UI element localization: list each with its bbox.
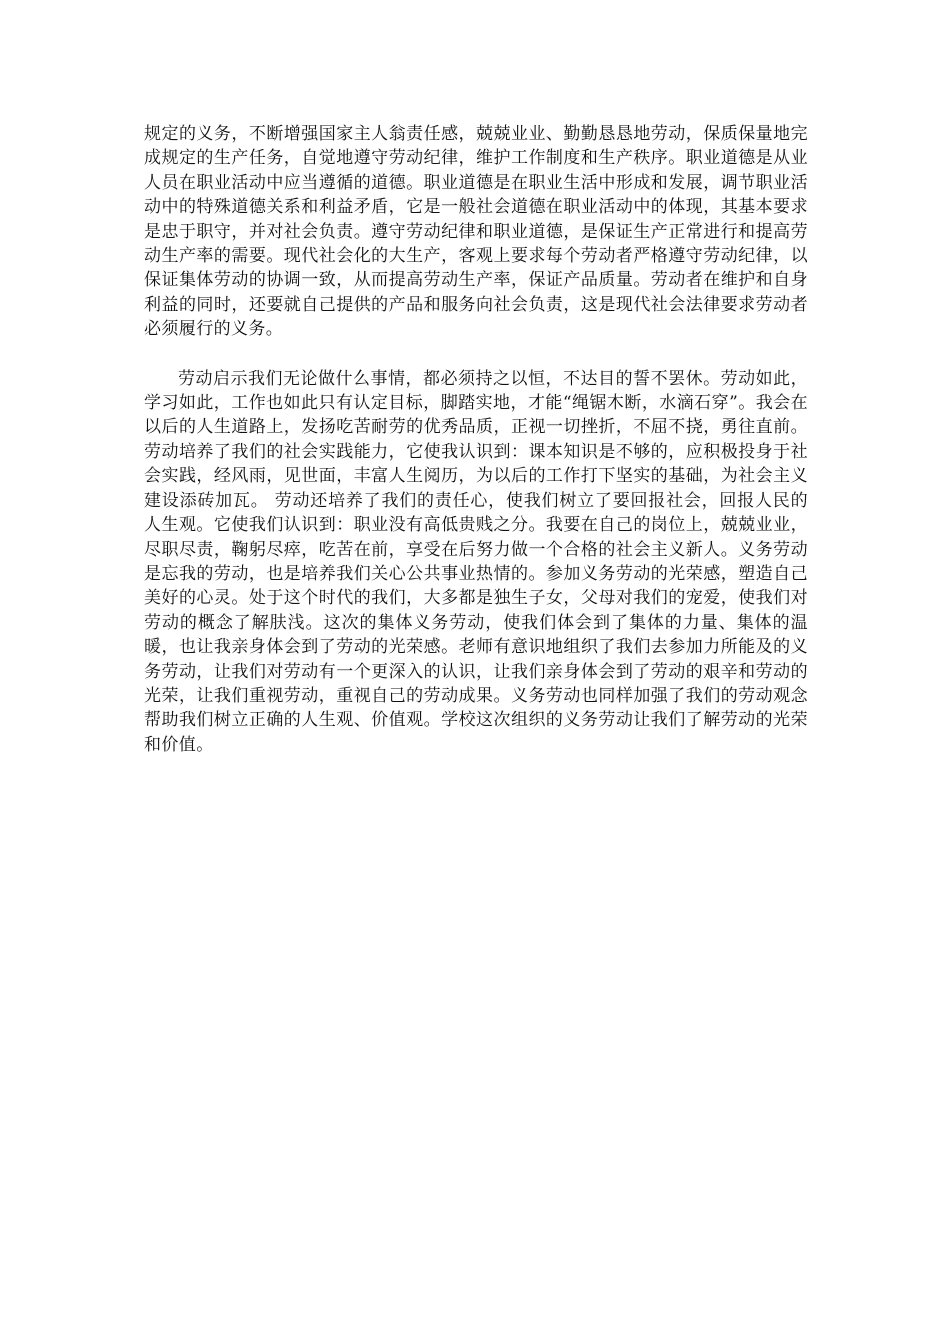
document-body [144, 122, 808, 757]
paragraph-duties-and-ethics: 规定的义务，不断增强国家主人翁责任感，兢兢业业、勤勤恳恳地劳动，保质保量地完成规定的生产任务，自觉地遵守劳动纪律，维护工作制度和生产秩序。职业道德是从业人员在职业活动中应当遵循的道德。职业道德是在职业生活中形成和发展，调节职业活动中的特殊道德关系和利益矛盾，它是一般社会道德在职业活动中的体现，其基本要求是忠于职守，并对社会负责。遵守劳动纪律和职业道德，是保证生产正常进行和提高劳动生产率的需要。现代社会化的大生产，客观上要求每个劳动者严格遵守劳动纪律，以保证集体劳动的协调一致，从而提高劳动生产率，保证产品质量。劳动者在维护和自身利益的同时，还要就自己提供的产品和服务向社会负责，这是现代社会法律要求劳动者必须履行的义务。 [144, 124, 808, 340]
paragraph-labor-reflection: 劳动启示我们无论做什么事情，都必须持之以恒，不达目的誓不罢休。劳动如此，学习如此，工作也如此只有认定目标，脚踏实地，才能“绳锯木断，水滴石穿”。我会在以后的人生道路上，发扬吃苦耐劳的优秀品质，正视一切挫折，不屈不挠，勇往直前。 劳动培养了我们的社会实践能力，它使我认识到：课本知识是不够的，应积极投身于社会实践，经风雨，见世面，丰富人生阅历，为以后的工作打下坚实的基础，为社会主义建设添砖加瓦。 劳动还培养了我们的责任心，使我们树立了要回报社会，回报人民的人生观。它使我们认识到：职业没有高低贵贱之分。我要在自己的岗位上，兢兢业业，尽职尽责，鞠躬尽瘁，吃苦在前，享受在后努力做一个合格的社会主义新人。义务劳动是忘我的劳动，也是培养我们关心公共事业热情的。参加义务劳动的光荣感，塑造自己美好的心灵。处于这个时代的我们，大多都是独生子女，父母对我们的宠爱，使我们对劳动的概念了解肤浅。这次的集体义务劳动，使我们体会到了集体的力量、集体的温暖，也让我亲身体会到了劳动的光荣感。老师有意识地组织了我们去参加力所能及的义务劳动，让我们对劳动有一个更深入的认识，让我们亲身体会到了劳动的艰辛和劳动的光荣，让我们重视劳动，重视自己的劳动成果。义务劳动也同样加强了我们的劳动观念帮助我们树立正确的人生观、价值观。学校这次组织的义务劳动让我们了解劳动的光荣和价值。 [144, 368, 808, 755]
